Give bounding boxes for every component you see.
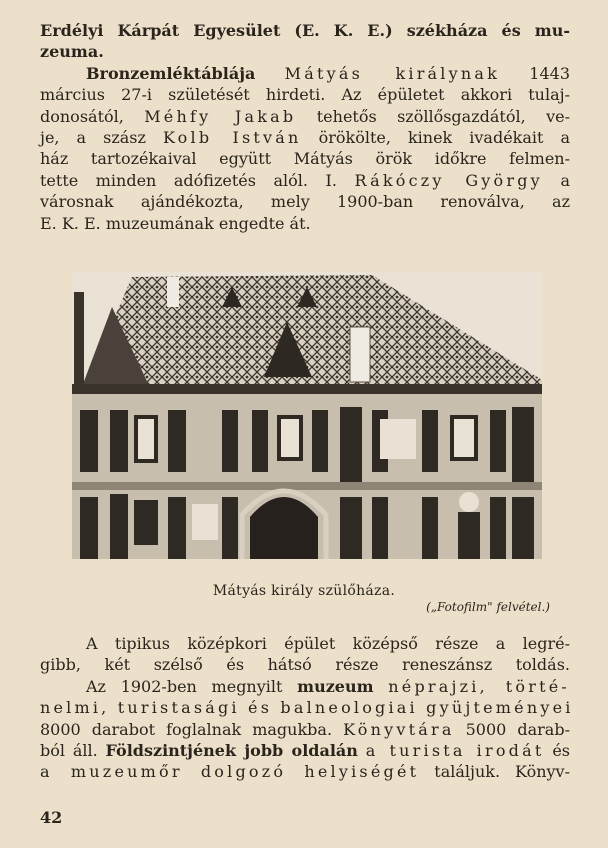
text-line: A tipikus középkori épület középső része a legré- [86, 634, 570, 653]
house-illustration [72, 272, 542, 559]
text-part: és [552, 741, 570, 761]
spaced-name: Kolb István [162, 128, 302, 148]
text-line [40, 170, 570, 191]
text-part: 5000 darab- [465, 719, 570, 739]
spaced-name: Rákóczy György [354, 170, 543, 190]
text-line [40, 127, 570, 148]
bottom-paragraph [40, 633, 574, 783]
text-line: városnak ajándékozta, mely 1900-ban renoválva, az [40, 192, 570, 212]
text-line: E. K. E. muzeumának engedte át. [40, 213, 311, 233]
text-line: gibb, két szélső és hátsó része reneszánsz toldás. [40, 655, 570, 675]
spaced-text: a turista irodát [365, 741, 545, 761]
text-part: donosától, [40, 106, 124, 126]
spaced-name: Méhfy Jakab [144, 106, 297, 126]
text-part: tehetős szöllősgazdától, ve- [316, 106, 570, 126]
highlight-word: muzeum [297, 676, 374, 696]
text-line [40, 761, 570, 782]
house-photo [72, 272, 542, 559]
text-line [40, 740, 570, 761]
highlight-word: Bronzemléktáblája [86, 63, 256, 83]
spaced-text: Könyvtára [343, 719, 455, 739]
spaced-name: Mátyás királynak [284, 63, 500, 83]
text-line: március 27-i születését hirdeti. Az épületet akkori tulaj- [40, 85, 570, 105]
text-line [40, 719, 570, 740]
text-line: Erdélyi Kárpát Egyesület (E. K. E.) székháza és mu- [40, 21, 570, 40]
text-part: tette minden adófizetés alól. I. [40, 170, 337, 190]
spaced-text: a muzeumőr dolgozó helyiségét [40, 762, 420, 782]
photo-credit: („Fotofilm" felvétel.) [426, 600, 550, 614]
text-part: a [560, 170, 570, 190]
text-line: ház tartozékaival együtt Mátyás örök időkre felmen- [40, 149, 570, 169]
text-part: örökölte, kinek ivadékait a [318, 128, 570, 148]
top-paragraph [40, 20, 570, 234]
spaced-text: néprajzi, törté- [388, 676, 570, 696]
text-part: je, a szász [40, 128, 146, 148]
text-part: Az 1902-ben megnyilt [86, 676, 283, 696]
figure-caption: Mátyás király szülőháza. [212, 583, 396, 599]
page-number: 42 [40, 808, 63, 827]
text-line: nelmi, turistasági és balneologiai gyüjteményei [40, 698, 574, 718]
highlight-words: Földszintjének jobb oldalán [105, 741, 358, 761]
text-line: zeuma. [40, 42, 104, 62]
year-text: 1443 [529, 63, 570, 83]
text-line [40, 106, 570, 127]
text-part: 8000 darabot foglalnak magukba. [40, 719, 333, 739]
text-line [40, 63, 570, 84]
text-part: találjuk. Könyv- [434, 762, 570, 782]
text-line [40, 676, 570, 697]
text-part: ból áll. [40, 741, 98, 761]
